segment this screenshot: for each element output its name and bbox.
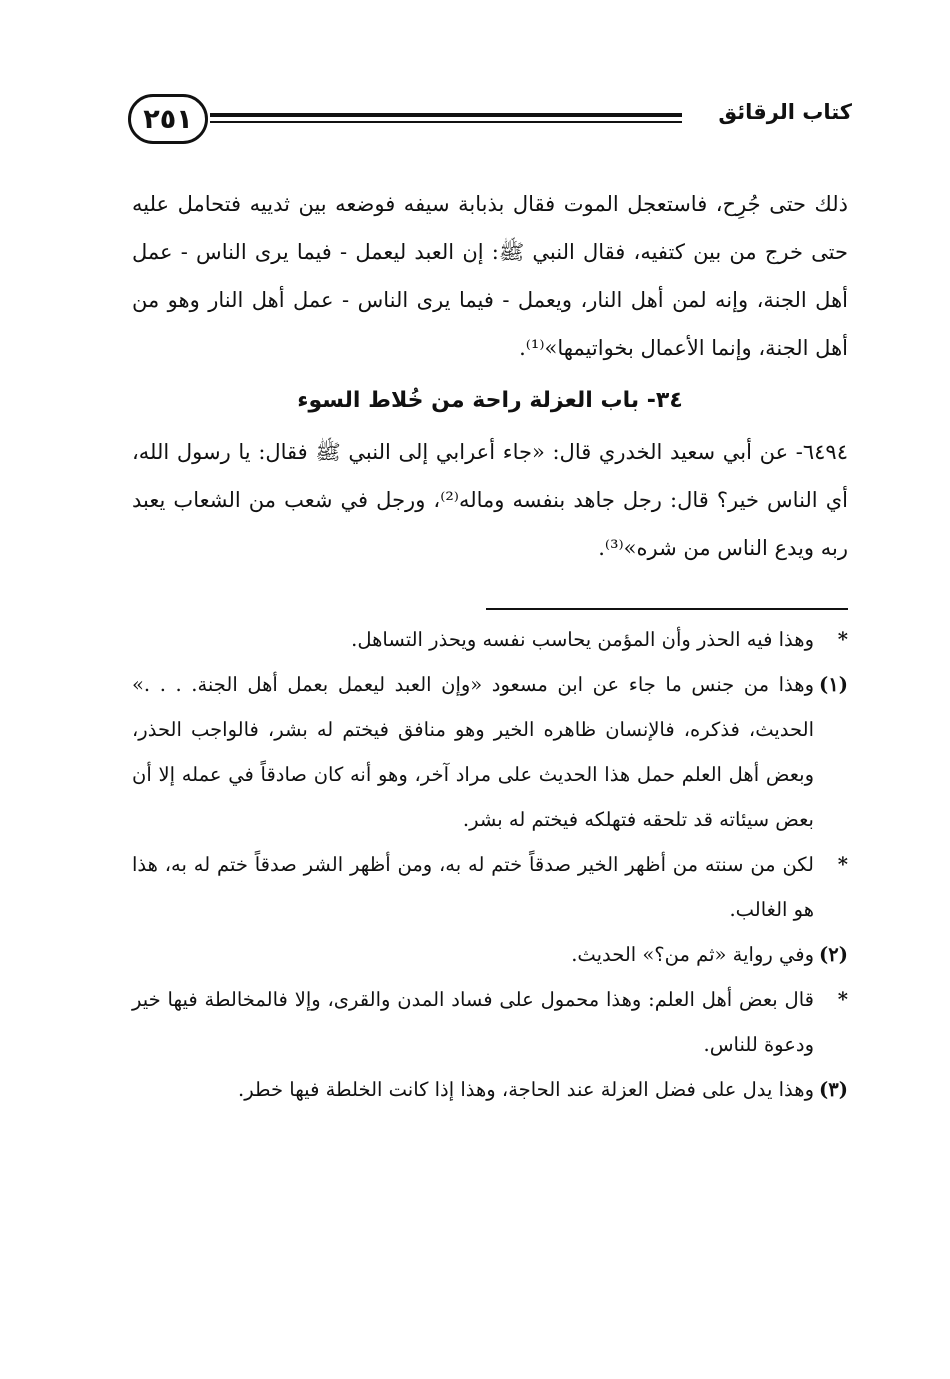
footnote-marker: (٢)	[819, 943, 848, 966]
footnote	[132, 662, 848, 842]
hadith-paragraph: ٦٤٩٤- عن أبي سعيد الخدري قال: «جاء أعرابي إلى النبي ﷺ فقال: يا رسول الله، أي الناس خير؟ قال: رجل جاهد بنفسه وماله⁽²⁾، ورجل في شعب من الشعاب يعبد ربه ويدع الناس من شره»⁽³⁾.	[132, 440, 848, 560]
paragraph: ذلك حتى جُرِح، فاستعجل الموت فقال بذبابة سيفه فوضعه بين ثدييه فتحامل عليه حتى خرج من بين كتفيه، فقال النبي ﷺ: إن العبد ليعمل - فيما يرى الناس - عمل أهل الجنة، وإنه لمن أهل النار، ويعمل - فيما يرى الناس - عمل أهل النار وهو من أهل الجنة، وإنما الأعمال بخواتيمها»⁽¹⁾.	[132, 192, 848, 360]
footnote	[132, 1067, 848, 1112]
footnote-marker: (٣)	[819, 1078, 848, 1101]
footnote-marker: *	[837, 853, 848, 876]
footnote-text: وهذا يدل على فضل العزلة عند الحاجة، وهذا إذا كانت الخلطة فيها خطر.	[238, 1078, 814, 1101]
footnote-text: وهذا من جنس ما جاء عن ابن مسعود «وإن العبد ليعمل بعمل أهل الجنة. . . .» الحديث، فذكره، فالإنسان ظاهره الخير وهو منافق فيختم له بشر، فالواجب الحذر، وبعض أهل العلم حمل هذا الحديث على مراد آخر، وهو أنه كان صادقاً في عمله إلا أن بعض سيئاته قد تلحقه فتهلكه فيختم له بشر.	[132, 673, 814, 831]
page-number: ٢٥١	[128, 94, 208, 144]
footnote	[132, 842, 848, 932]
header-divider	[210, 113, 682, 117]
footnote	[132, 932, 848, 977]
main-text	[132, 180, 848, 572]
footnote-text: وفي رواية «ثم من؟» الحديث.	[571, 943, 814, 966]
chapter-heading: ٣٤- باب العزلة راحة من خُلاط السوء	[297, 388, 683, 413]
footnote-text: قال بعض أهل العلم: وهذا محمول على فساد المدن والقرى، وإلا فالمخالطة فيها خير ودعوة للناس.	[132, 988, 814, 1056]
footnote	[132, 617, 848, 662]
footnote-marker: *	[837, 988, 848, 1011]
footnote-text: وهذا فيه الحذر وأن المؤمن يحاسب نفسه ويحذر التساهل.	[351, 628, 814, 651]
header-divider-thin	[210, 121, 682, 123]
page-header	[128, 92, 852, 152]
book-title: كتاب الرقائق	[718, 100, 852, 124]
footnote-text: لكن من سنته من أظهر الخير صدقاً ختم له به، ومن أظهر الشر صدقاً ختم له به، هذا هو الغالب.	[132, 853, 814, 921]
footnote-marker: (١)	[819, 673, 848, 696]
footnote-marker: *	[837, 628, 848, 651]
footnote	[132, 977, 848, 1067]
footnote-separator	[486, 608, 848, 610]
footnotes	[132, 617, 848, 1112]
